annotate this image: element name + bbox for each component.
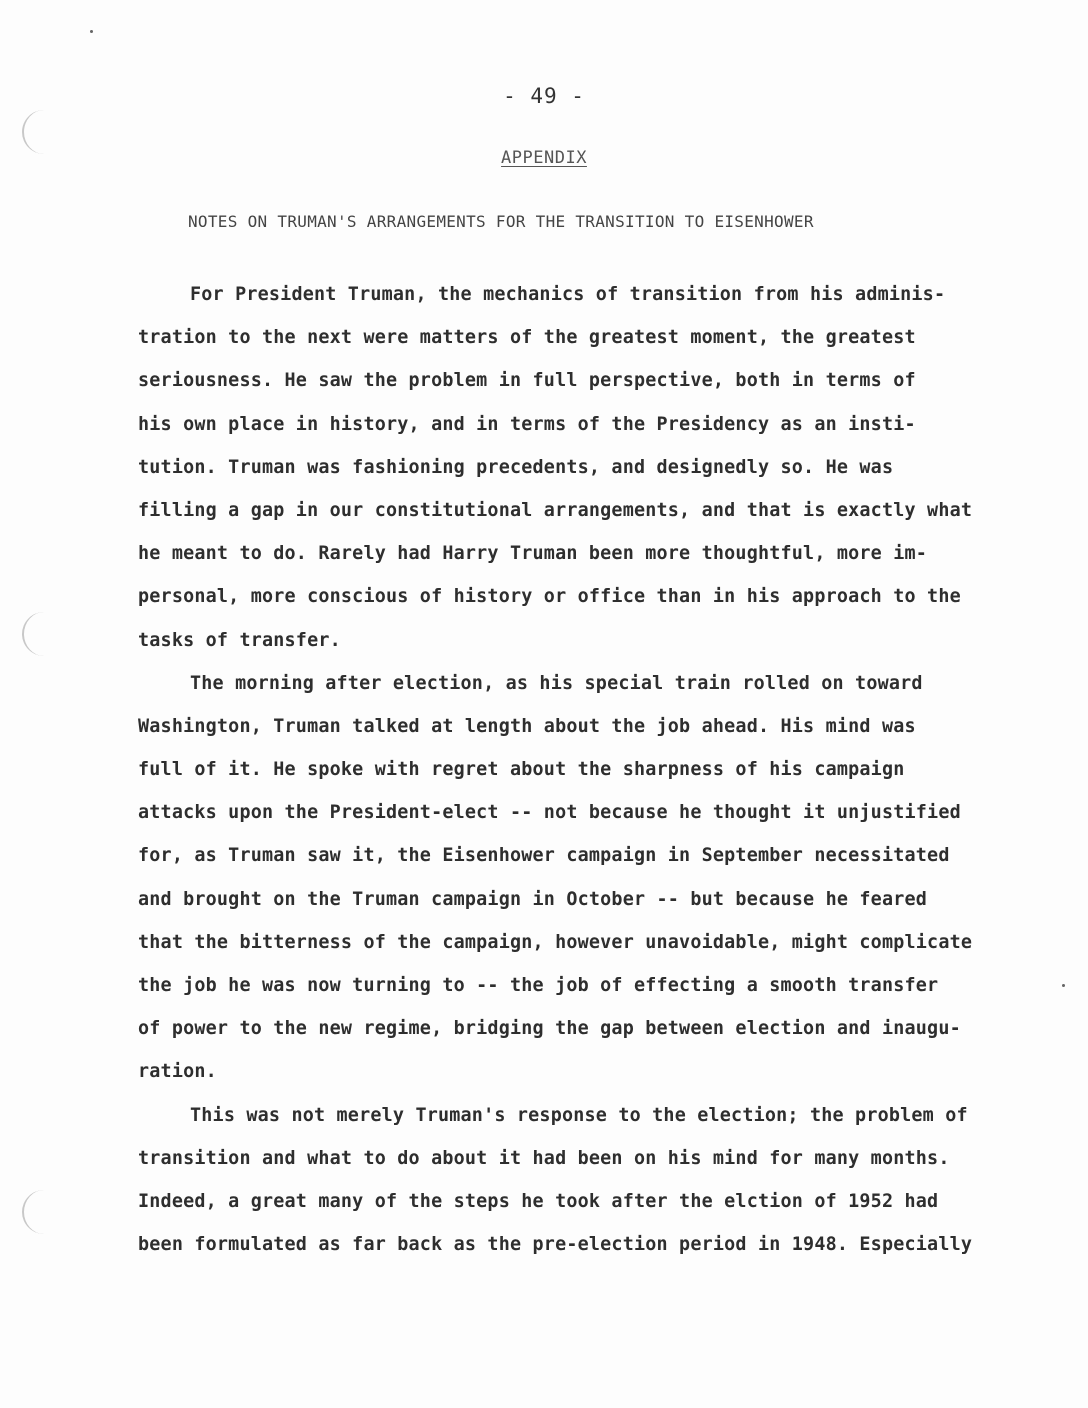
document-title: NOTES ON TRUMAN'S ARRANGEMENTS FOR THE TRANSITION TO EISENHOWER bbox=[188, 212, 814, 231]
body-text bbox=[138, 273, 973, 1266]
text-line: his own place in history, and in terms of the Presidency as an insti- bbox=[138, 413, 916, 435]
text-line: filling a gap in our constitutional arrangements, and that is exactly what bbox=[138, 499, 973, 521]
text-line: tution. Truman was fashioning precedents, and designedly so. He was bbox=[138, 456, 894, 478]
punch-hole-mark bbox=[22, 1190, 52, 1234]
text-line: of power to the new regime, bridging the gap between election and inaugu- bbox=[138, 1018, 961, 1040]
text-line: ration. bbox=[138, 1061, 217, 1083]
text-line: personal, more conscious of history or office than in his approach to the bbox=[138, 586, 961, 608]
text-line: seriousness. He saw the problem in full perspective, both in terms of bbox=[138, 370, 916, 392]
text-line: that the bitterness of the campaign, however unavoidable, might complicate bbox=[138, 931, 973, 953]
text-line: transition and what to do about it had been on his mind for many months. bbox=[138, 1147, 950, 1169]
scan-speck bbox=[90, 30, 93, 33]
text-line: been formulated as far back as the pre-election period in 1948. Especially bbox=[138, 1234, 973, 1256]
text-line: tasks of transfer. bbox=[138, 629, 341, 651]
text-line: he meant to do. Rarely had Harry Truman been more thoughtful, more im- bbox=[138, 543, 928, 565]
punch-hole-mark bbox=[22, 612, 52, 656]
text-line: Washington, Truman talked at length about the job ahead. His mind was bbox=[138, 715, 916, 737]
text-line: Indeed, a great many of the steps he took after the elction of 1952 had bbox=[138, 1190, 939, 1212]
text-line: full of it. He spoke with regret about the sharpness of his campaign bbox=[138, 759, 905, 781]
page-number: - 49 - bbox=[503, 84, 585, 108]
section-heading: APPENDIX bbox=[501, 148, 587, 168]
scan-speck bbox=[1062, 984, 1065, 987]
text-line: This was not merely Truman's response to the election; the problem of bbox=[190, 1104, 968, 1126]
text-line: The morning after election, as his special train rolled on toward bbox=[190, 672, 923, 694]
text-line: and brought on the Truman campaign in October -- but because he feared bbox=[138, 888, 928, 910]
text-line: attacks upon the President-elect -- not because he thought it unjustified bbox=[138, 802, 961, 824]
text-line: for, as Truman saw it, the Eisenhower campaign in September necessitated bbox=[138, 845, 950, 867]
text-line: tration to the next were matters of the greatest moment, the greatest bbox=[138, 327, 916, 349]
text-line: For President Truman, the mechanics of transition from his adminis- bbox=[190, 284, 946, 305]
text-line: the job he was now turning to -- the job of effecting a smooth transfer bbox=[138, 975, 939, 996]
